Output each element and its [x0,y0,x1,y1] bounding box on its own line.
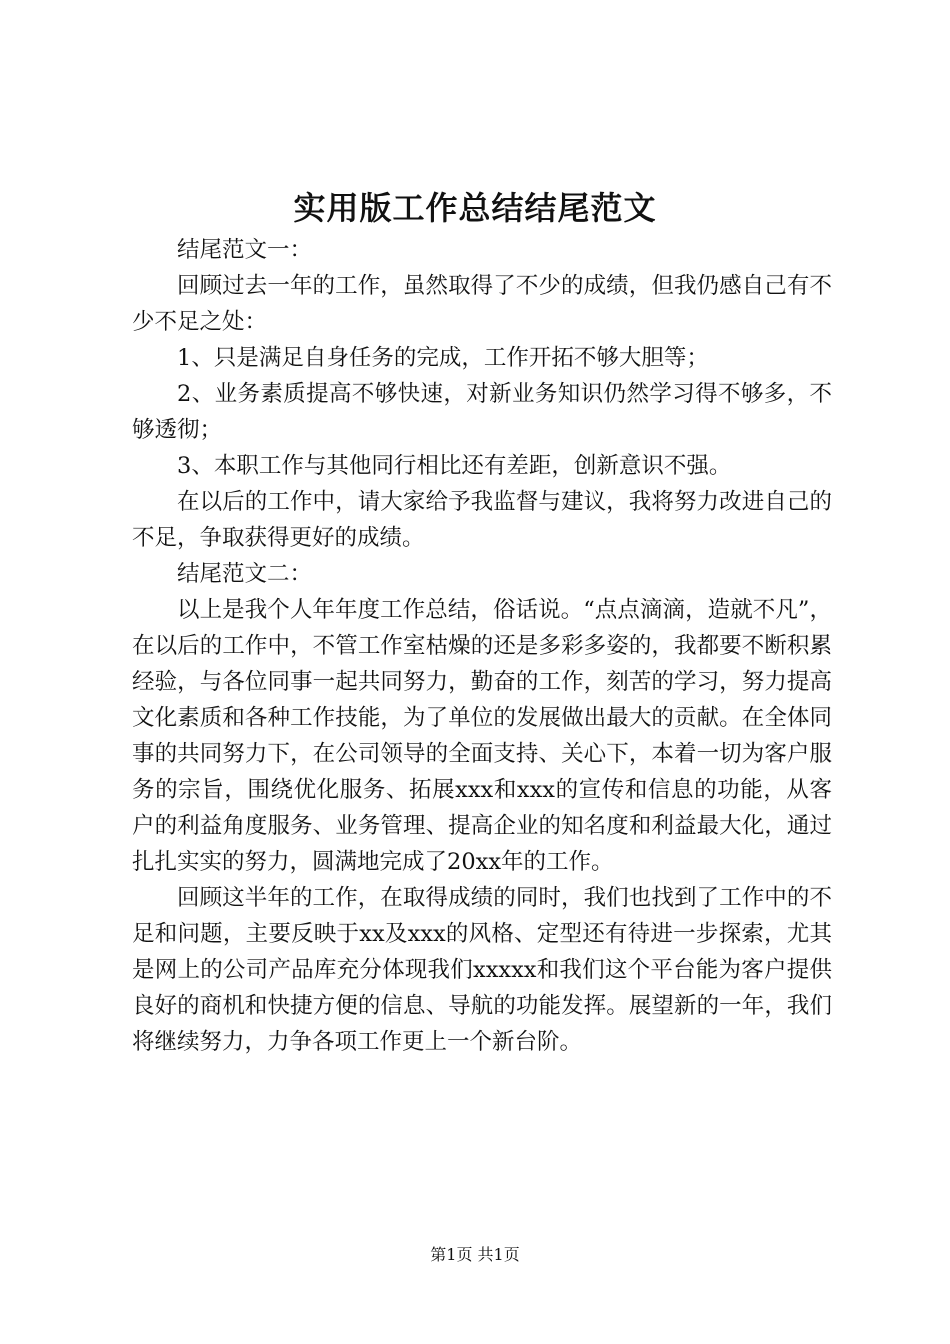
document-title: 实用版工作总结结尾范文 [293,189,657,227]
paragraph: 在以后的工作中，请大家给予我监督与建议，我将努力改进自己的不足，争取获得更好的成绩。 [132,489,832,551]
paragraph-list-item-3: 3、本职工作与其他同行相比还有差距，创新意识不强。 [177,453,732,479]
paragraph-list-item-1: 1、只是满足自身任务的完成，工作开拓不够大胆等； [177,345,709,371]
paragraph-heading-2: 结尾范文二： [177,561,313,587]
paragraph-list-item-2: 2、业务素质提高不够快速，对新业务知识仍然学习得不够多，不够透彻； [132,381,832,443]
document-body [132,232,832,1060]
paragraph: 回顾过去一年的工作，虽然取得了不少的成绩，但我仍感自己有不少不足之处： [132,273,832,335]
paragraph: 以上是我个人年年度工作总结，俗话说。“点点滴滴，造就不凡”，在以后的工作中，不管工作室枯燥的还是多彩多姿的，我都要不断积累经验，与各位同事一起共同努力，勤奋的工作，刻苦的学习，努力提高文化素质和各种工作技能，为了单位的发展做出最大的贡献。在全体同事的共同努力下，在公司领导的全面支持、关心下，本着一切为客户服务的宗旨，围绕优化服务、拓展xxx和xxx的宣传和信息的功能，从客户的利益角度服务、业务管理、提高企业的知名度和利益最大化，通过扎扎实实的努力，圆满地完成了20xx年的工作。 [132,597,832,875]
paragraph: 回顾这半年的工作，在取得成绩的同时，我们也找到了工作中的不足和问题，主要反映于xx及xxx的风格、定型还有待进一步探索，尤其是网上的公司产品库充分体现我们xxxxx和我们这个平台能为客户提供良好的商机和快捷方便的信息、导航的功能发挥。展望新的一年，我们将继续努力，力争各项工作更上一个新台阶。 [132,885,832,1055]
paragraph-heading-1: 结尾范文一： [177,237,313,263]
page-number-footer: 第1页 共1页 [430,1245,520,1264]
